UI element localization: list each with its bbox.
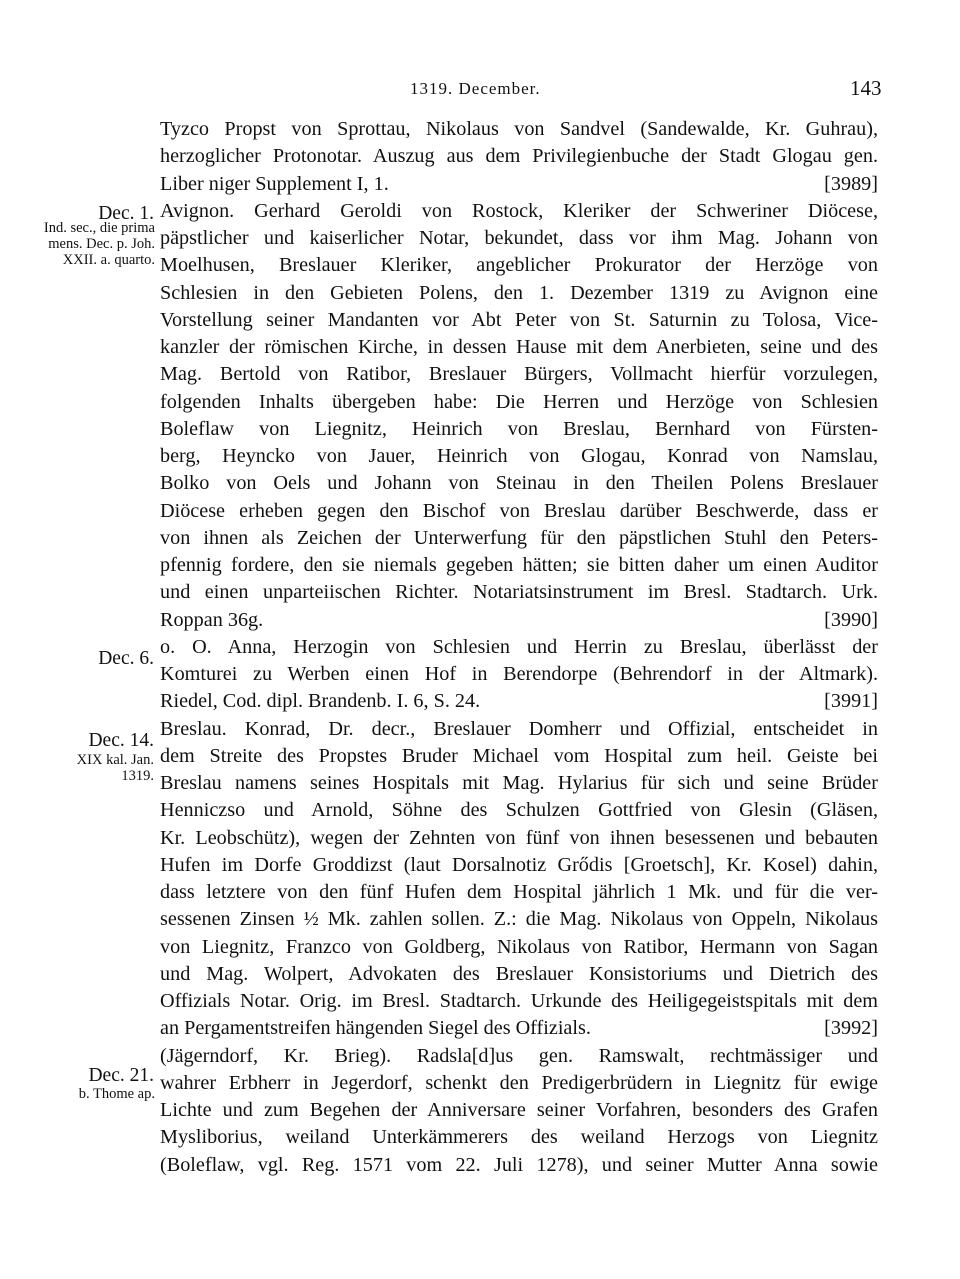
page-number: 143 [850,76,882,100]
line-text: Roppan 36g. [160,608,264,631]
text-line: (Jägerndorf, Kr. Brieg). Radsla[d]us gen. Ramswalt, rechtmässiger und [160,1044,878,1067]
text-line: Bolko von Oels und Johann von Steinau in den Theilen Polens Breslauer [160,472,878,495]
text-line: Henniczso und Arnold, Söhne des Schulzen Gottfried von Glesin (Gläsen, [160,799,878,822]
text-line: Boleflaw von Liegnitz, Heinrich von Breslau, Bernhard von Fürsten- [160,417,878,440]
margin-date: Dec. 1. [98,203,154,224]
text-line: kanzler der römischen Kirche, in dessen Hause mit dem Anerbieten, seine und des [160,336,878,358]
text-line: und einen unparteiischen Richter. Notariatsinstrument im Bresl. Stadtarch. Urk. [160,581,878,604]
text-line: Diöcese erheben gegen den Bischof von Breslau darüber Beschwerde, dass er [160,499,878,522]
text-line: von ihnen als Zeichen der Unterwerfung für den päpstlichen Stuhl den Peters- [160,526,878,549]
text-line: berg, Heyncko von Jauer, Heinrich von Glogau, Konrad von Namslau, [160,445,878,467]
text-line: Hufen im Dorfe Groddizst (laut Dorsalnotiz Grődis [Groetsch], Kr. Kosel) dahin, [160,853,878,876]
register-number: [3992] [824,1017,878,1040]
margin-note: b. Thome ap. [78,1086,155,1102]
text-line [160,688,878,715]
margin-date: Dec. 6. [98,648,154,669]
running-head-title: 1319. December. [410,79,541,98]
text-line: und Mag. Wolpert, Advokaten des Breslauer Konsistoriums und Dietrich des [160,962,878,985]
register-number: [3989] [824,172,878,195]
text-line: dass letztere von den fünf Hufen dem Hospital jährlich 1 Mk. und für die ver- [160,881,878,903]
text-line: folgenden Inhalts übergeben habe: Die Herren und Herzöge von Schlesien [160,390,878,413]
margin-date: Dec. 21. [88,1065,154,1086]
text-line: päpstlicher und kaiserlicher Notar, bekundet, dass vor ihm Mag. Johann von [160,227,878,249]
text-line: o. O. Anna, Herzogin von Schlesien und Herrin zu Breslau, überlässt der [160,635,878,658]
register-number: [3990] [824,608,878,631]
running-head [0,76,960,103]
text-line: von Liegnitz, Franzco von Goldberg, Nikolaus von Ratibor, Hermann von Sagan [160,935,878,958]
text-line: Avignon. Gerhard Geroldi von Rostock, Kleriker der Schweriner Diöcese, [160,199,878,222]
line-text: Liber niger Supplement I, 1. [160,172,389,195]
text-line [160,171,878,198]
text-line: Breslau. Konrad, Dr. decr., Breslauer Domherr und Offizial, entscheidet in [160,717,878,740]
line-text: an Pergamentstreifen hängenden Siegel des Offizials. [160,1017,591,1040]
margin-note: Ind. sec., die prima mens. Dec. p. Joh. XXII. a. quarto. [43,220,155,268]
text-line: dem Streite des Propstes Bruder Michael vom Hospital zum heil. Geiste bei [160,744,878,767]
text-line: Schlesien in den Gebieten Polens, den 1. Dezember 1319 zu Avignon eine [160,281,878,304]
text-line: Breslau namens seines Hospitals mit Mag. Hylarius für sich und seine Brüder [160,772,878,794]
text-line: Vorstellung seiner Mandanten vor Abt Peter von St. Saturnin zu Tolosa, Vice- [160,308,878,331]
text-line: Mag. Bertold von Ratibor, Breslauer Bürgers, Vollmacht hierfür vorzulegen, [160,363,878,386]
text-line: wahrer Erbherr in Jegerdorf, schenkt den Predigerbrüdern in Liegnitz für ewige [160,1071,878,1094]
text-line: herzoglicher Protonotar. Auszug aus dem Privilegienbuche der Stadt Glogau gen. [160,145,878,168]
text-line: sessenen Zinsen ½ Mk. zahlen sollen. Z.: die Mag. Nikolaus von Oppeln, Nikolaus [160,908,878,931]
text-line: pfennig fordere, den sie niemals gegeben hätten; sie bitten daher um einen Auditor [160,554,878,576]
margin-note: XIX kal. Jan. 1319. [76,752,154,784]
line-text: Riedel, Cod. dipl. Brandenb. I. 6, S. 24. [160,690,481,713]
text-line: Kr. Leobschütz), wegen der Zehnten von fünf von ihnen besessenen und bebauten [160,826,878,849]
text-line [160,1015,878,1042]
text-line: Komturei zu Werben einen Hof in Berendorpe (Behrendorf in der Altmark). [160,663,878,685]
text-line: Lichte und zum Begehen der Anniversare seiner Vorfahren, besonders des Grafen [160,1099,878,1121]
text-line: (Boleflaw, vgl. Reg. 1571 vom 22. Juli 1278), und seiner Mutter Anna sowie [160,1153,878,1176]
body-text [160,116,878,1179]
text-line: Mysliborius, weiland Unterkämmerers des weiland Herzogs von Liegnitz [160,1126,878,1149]
text-line: Tyzco Propst von Sprottau, Nikolaus von Sandvel (Sandewalde, Kr. Guhrau), [160,118,878,140]
margin-date: Dec. 14. [88,730,154,751]
text-line: Offizials Notar. Orig. im Bresl. Stadtarch. Urkunde des Heiligegeistspitals mit dem [160,990,878,1012]
text-line [160,607,878,634]
register-number: [3991] [824,690,878,713]
text-line: Moelhusen, Breslauer Kleriker, angeblicher Prokurator der Herzöge von [160,254,878,277]
